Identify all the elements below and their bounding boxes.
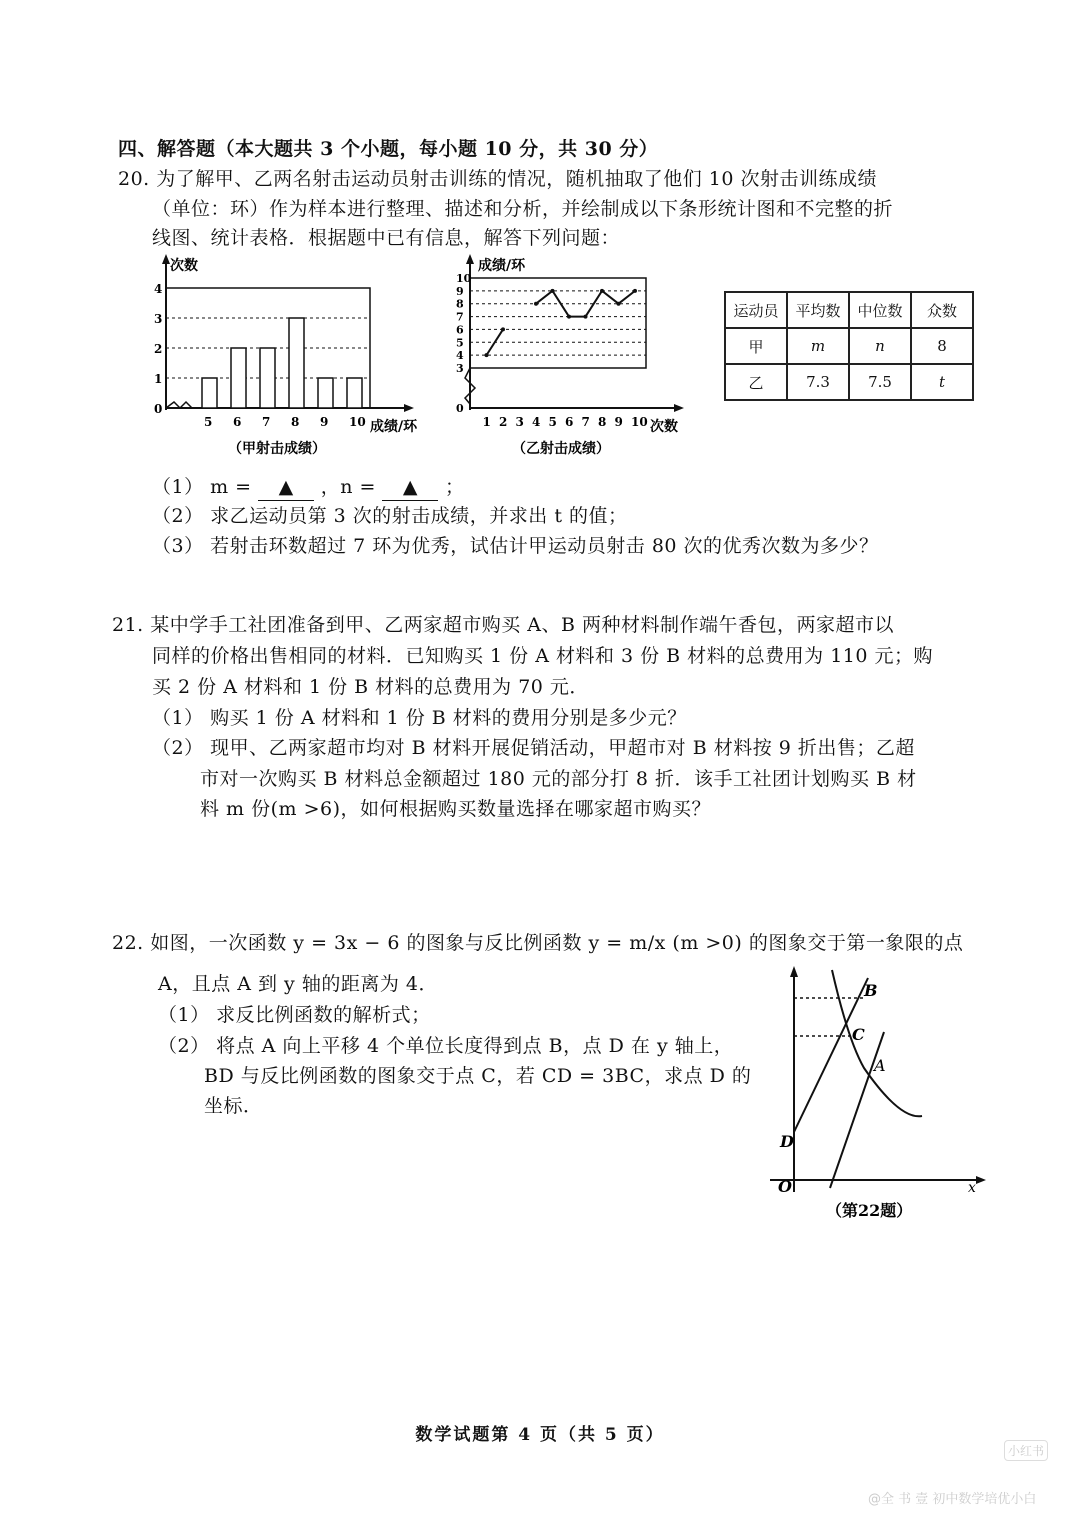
q20-stem-line2: （单位：环）作为样本进行整理、描述和分析，并绘制成以下条形统计图和不完整的折 (152, 198, 894, 220)
q22-stem-line1: 22. 如图，一次函数 y = 3x − 6 的图象与反比例函数 y = m/x (m >0) 的图象交于第一象限的点 (112, 932, 964, 954)
line-point (567, 315, 571, 319)
table-header-cell: 运动员 (725, 292, 787, 328)
q21-stem-line3: 买 2 份 A 材料和 1 份 B 材料的总费用为 70 元． (152, 676, 589, 698)
line-ytick-label: 10 (456, 272, 472, 285)
q21-stem-line1: 21. 某中学手工社团准备到甲、乙两家超市购买 A、B 两种材料制作端午香包，两家超市以 (112, 614, 895, 636)
line-point (485, 353, 489, 357)
q22-part2-line1: （2） 将点 A 向上平移 4 个单位长度得到点 B，点 D 在 y 轴上， (158, 1035, 734, 1057)
bar-ytick-label: 4 (154, 282, 163, 296)
line-ytick-label: 3 (456, 362, 464, 375)
line-point (633, 289, 637, 293)
stats-table (724, 291, 974, 401)
line-y-arrow (466, 254, 474, 264)
line-xtick-label: 8 (598, 415, 607, 429)
line-chart-yi (440, 250, 700, 460)
line-point (600, 289, 604, 293)
bar-ytick-label: 2 (154, 342, 163, 356)
table-header-cell: 平均数 (787, 292, 849, 328)
line-xtick-label: 6 (565, 415, 574, 429)
line-xtick-label: 5 (548, 415, 557, 429)
table-cell: 7.3 (787, 364, 849, 400)
table-row (725, 328, 973, 364)
line-xtick-label: 9 (614, 415, 623, 429)
answer-blank-n[interactable]: ▲ (382, 474, 438, 501)
line-ytick-label: 7 (456, 310, 464, 324)
q20-part1 (152, 474, 465, 501)
line-xlabel: 次数 (650, 419, 678, 435)
q21-part2-line2: 市对一次购买 B 材料总金额超过 180 元的部分打 8 折．该手工社团计划购买 B 材 (200, 768, 917, 790)
q21-part2-line1: （2） 现甲、乙两家超市均对 B 材料开展促销活动，甲超市对 B 材料按 9 折出售；乙超 (152, 737, 915, 759)
bar-xtick-label: 5 (204, 415, 213, 429)
q20-stem-line3: 线图、统计表格．根据题中已有信息，解答下列问题： (152, 227, 621, 249)
table-cell: n (849, 328, 911, 364)
bar (318, 378, 333, 408)
table-row (725, 292, 973, 328)
label-d: D (780, 1132, 794, 1151)
bar-ytick-label: 1 (154, 372, 163, 386)
section-heading: 四、解答题（本大题共 3 个小题，每小题 10 分，共 30 分） (118, 138, 659, 160)
q21-stem-line2: 同样的价格出售相同的材料．已知购买 1 份 A 材料和 3 份 B 材料的总费用为 110 元；购 (152, 645, 934, 667)
table-header-cell: 中位数 (849, 292, 911, 328)
line-ytick-label: 5 (456, 336, 464, 350)
answer-blank-m[interactable]: ▲ (258, 474, 314, 501)
bar (231, 348, 246, 408)
bar-ytick-label: 0 (154, 402, 163, 416)
line-point (501, 327, 505, 331)
line-xtick-label: 4 (532, 415, 541, 429)
bar-xtick-label: 8 (291, 415, 300, 429)
line-point (617, 302, 621, 306)
bar-ylabel: 次数 (170, 258, 198, 274)
line-point (584, 315, 588, 319)
line-point (551, 289, 555, 293)
line-grid-frame (470, 278, 646, 368)
q22-part2-line3: 坐标． (204, 1095, 263, 1117)
bar-xtick-label: 9 (320, 415, 329, 429)
q20-part1-mid: ，n = (320, 476, 376, 498)
q20-stem-line1: 20. 为了解甲、乙两名射击运动员射击训练的情况，随机抽取了他们 10 次射击训练成绩 (118, 168, 878, 190)
label-o: O (778, 1177, 792, 1196)
bar-ytick-label: 3 (154, 312, 163, 326)
bar-x-arrow (404, 404, 414, 412)
line-xtick-label: 1 (482, 415, 491, 429)
table-cell: 7.5 (849, 364, 911, 400)
q21-part1: （1） 购买 1 份 A 材料和 1 份 B 材料的费用分别是多少元？ (152, 707, 687, 729)
label-c: C (852, 1025, 865, 1044)
line-ylabel: 成绩/环 (478, 258, 526, 274)
line-ytick-label: 4 (456, 349, 464, 363)
table-cell: t (911, 364, 973, 400)
table-cell: 8 (911, 328, 973, 364)
line-ytick-label: 8 (456, 297, 464, 311)
q21-part2-line3: 料 m 份(m >6)，如何根据购买数量选择在哪家超市购买？ (200, 798, 711, 820)
line-point (534, 302, 538, 306)
q20-part3: （3） 若射击环数超过 7 环为优秀，试估计甲运动员射击 80 次的优秀次数为多少？ (152, 535, 879, 557)
line-x-arrow (674, 404, 684, 412)
q20-part1-end: ； (445, 476, 465, 498)
line-xtick-label: 2 (499, 415, 508, 429)
q22-part2-line2: BD 与反比例函数的图象交于点 C，若 CD = 3BC，求点 D 的 (204, 1065, 752, 1087)
watermark-stamp: 小红书 (1004, 1440, 1048, 1461)
line-xtick-label: 3 (515, 415, 524, 429)
q20-part1-prefix: （1） m = (152, 476, 252, 498)
line-ytick-label: 6 (456, 323, 464, 337)
line-xtick-label: 10 (631, 415, 648, 429)
bar-xlabel: 成绩/环 (370, 419, 418, 435)
q22-stem-line2: A，且点 A 到 y 轴的距离为 4． (158, 973, 438, 995)
bar (260, 348, 275, 408)
figure-caption: （第22题） (826, 1201, 913, 1220)
line-caption: （乙射击成绩） (512, 441, 610, 457)
bar-chart-jia (140, 250, 440, 460)
x-axis-arrow (976, 1176, 986, 1184)
bar (289, 318, 304, 408)
bar-xtick-label: 6 (233, 415, 242, 429)
bar (202, 378, 217, 408)
table-cell: 甲 (725, 328, 787, 364)
label-x: x (968, 1180, 976, 1196)
line-ytick-label: 9 (456, 284, 464, 298)
bar-xtick-label: 7 (262, 415, 271, 429)
watermark-bottom: @全 书 壹 初中数学培优小白 (868, 1492, 1037, 1507)
bar-xtick-label: 10 (349, 415, 366, 429)
y-axis-arrow (790, 966, 798, 977)
line-ytick-label: 0 (456, 402, 464, 415)
q20-part2: （2） 求乙运动员第 3 次的射击成绩，并求出 t 的值； (152, 505, 628, 527)
label-a: A (874, 1056, 886, 1075)
table-header-cell: 众数 (911, 292, 973, 328)
q22-part1: （1） 求反比例函数的解析式； (158, 1004, 431, 1026)
table-row (725, 364, 973, 400)
line-xtick-label: 7 (581, 415, 590, 429)
q22-figure (760, 960, 1000, 1230)
table-cell: 乙 (725, 364, 787, 400)
bar-caption: （甲射击成绩） (228, 441, 326, 457)
label-b: B (864, 981, 878, 1000)
page-footer: 数学试题第 4 页（共 5 页） (415, 1425, 665, 1445)
table-cell: m (787, 328, 849, 364)
bar (347, 378, 362, 408)
bar-y-arrow (162, 254, 170, 264)
